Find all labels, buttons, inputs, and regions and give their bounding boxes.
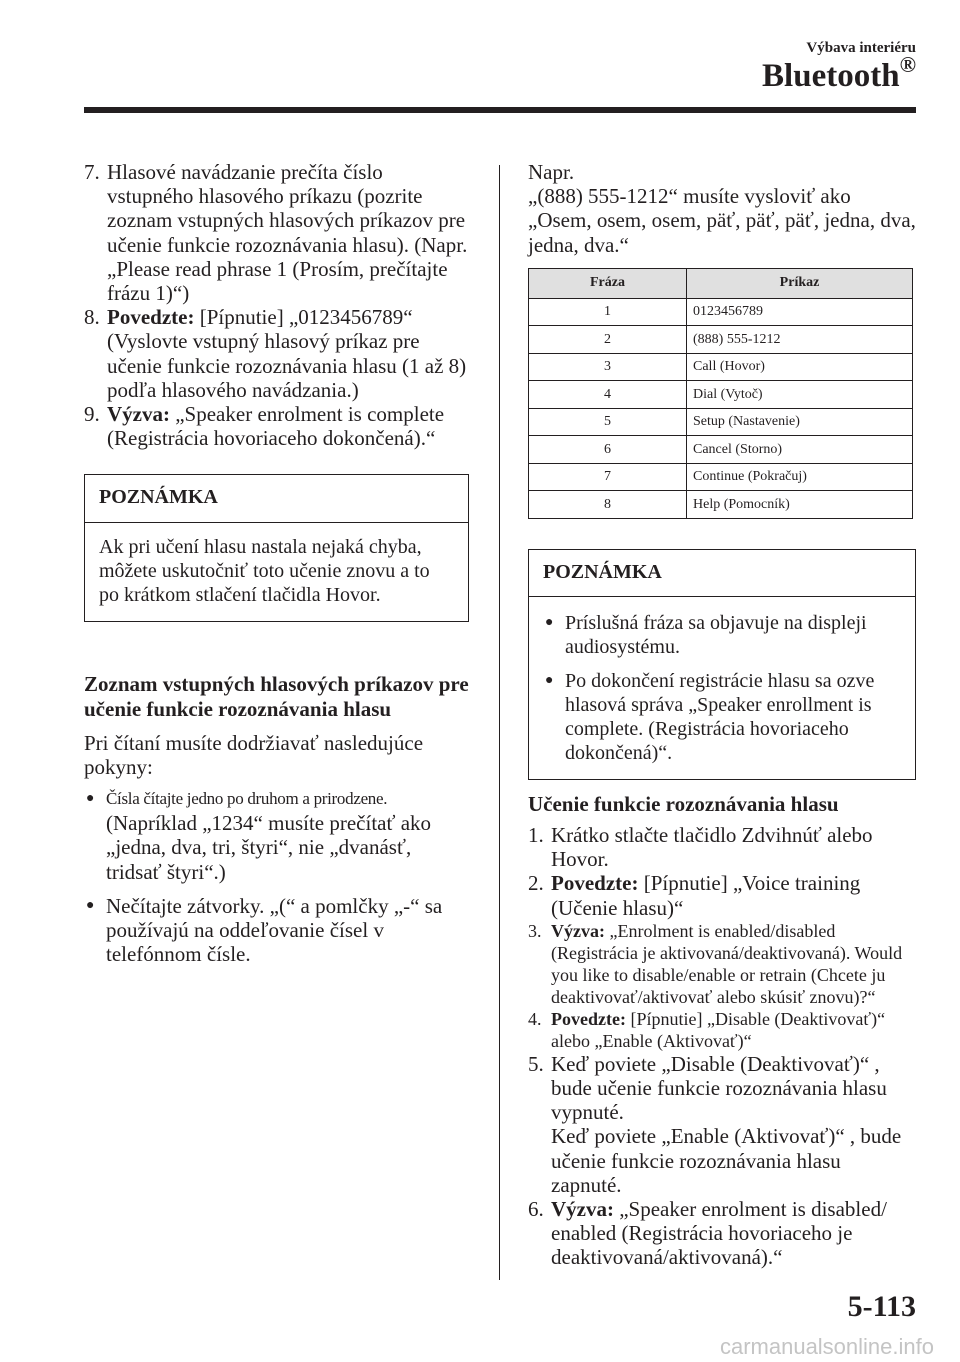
bullet-text-condensed: Čísla čítajte jedno po druhom a prirodzene. (106, 789, 388, 809)
step-keyword: Povedzte: (551, 871, 639, 896)
table-row (529, 298, 913, 326)
training-step-5 (528, 1052, 916, 1125)
table-cell: 2 (529, 326, 687, 354)
step-text: „Speaker enrolment is complete (Registrácia hovoriaceho dokončená).“ (107, 402, 445, 451)
table-cell: 0123456789 (687, 298, 913, 326)
table-cell: 7 (529, 463, 687, 491)
note-heading: POZNÁMKA (529, 550, 915, 597)
note-box (528, 549, 916, 780)
header-title (762, 52, 916, 96)
bullet-icon: ● (545, 673, 554, 689)
table-cell: (888) 555-1212 (687, 326, 913, 354)
column-header-phrase: Fráza (529, 268, 687, 298)
training-step-6 (528, 1197, 916, 1270)
table-row (529, 353, 913, 381)
step-text: Keď poviete „Enable (Aktivovať)“ , bude učenie funkcie rozoznávania hlasu zapnuté. (551, 1124, 902, 1197)
step-8 (84, 305, 469, 402)
bullet-text: Nečítajte zátvorky. „(“ a pomlčky „-“ sa používajú na oddeľovanie čísel v telefónnom čísle. (106, 893, 443, 967)
table-row (529, 326, 913, 354)
step-7 (84, 160, 469, 305)
bullet-text: (Napríklad „1234“ musíte prečítať ako „jedna, dva, tri, štyri“, nie „dvanásť, tridsať štyri“.) (106, 811, 432, 884)
header-section: Výbava interiéru (806, 40, 916, 56)
bullet-icon: ● (545, 615, 554, 631)
table-row (529, 463, 913, 491)
table-row (529, 408, 913, 436)
note-body (529, 597, 915, 779)
step-number: 4. (528, 1008, 542, 1029)
step-keyword: Povedzte: (551, 1008, 626, 1029)
table-cell: Cancel (Storno) (687, 436, 913, 464)
note-bullet (543, 669, 901, 765)
step-text: [Pípnutie] „0123456789“ (Vyslovte vstupný hlasový príkaz pre učenie funkcie rozoznávania hlasu (1 až 8) podľa hlasového navádzania.) (107, 305, 467, 402)
step-number: 6. (528, 1197, 544, 1222)
step-number: 5. (528, 1051, 544, 1076)
table-cell: 3 (529, 353, 687, 381)
note-bullet-text: Príslušná fráza sa objavuje na displeji audiosystému. (565, 612, 867, 659)
table-cell: 8 (529, 491, 687, 519)
table-cell: Call (Hovor) (687, 353, 913, 381)
training-step-5-continued (528, 1124, 916, 1197)
section-heading: Učenie funkcie rozoznávania hlasu (528, 792, 839, 817)
note-bullet (543, 611, 901, 659)
step-number: 2. (528, 871, 544, 896)
table-row (529, 436, 913, 464)
step-text: Keď poviete „Disable (Deaktivovať)“ , bude učenie funkcie rozoznávania hlasu vypnuté. (551, 1051, 887, 1125)
page-number: 5-113 (847, 1290, 916, 1323)
left-column (84, 160, 469, 966)
table-cell: 5 (529, 408, 687, 436)
bullet-icon: ● (86, 897, 95, 913)
table-cell: 4 (529, 381, 687, 409)
bullet-item (84, 787, 469, 884)
header-rule (84, 107, 916, 113)
training-step-2 (528, 871, 916, 919)
training-step-4 (528, 1008, 916, 1052)
step-text: „Enrolment is enabled/disabled (Registrácia je aktivovaná/deaktivovaná). Would you like to disable/enable or retrain (Chcete ju deaktivovať/aktivovať alebo skúsiť znovu)?“ (551, 920, 903, 1007)
bullet-item (84, 894, 469, 967)
step-number: 8. (84, 305, 100, 330)
table-header-row (529, 268, 913, 298)
note-text: Ak pri učení hlasu nastala nejaká chyba, môžete uskutočniť toto učenie znovu a to po krátkom stlačení tlačidla Hovor. (99, 535, 430, 606)
training-step-1 (528, 823, 916, 871)
table-cell: Help (Pomocník) (687, 491, 913, 519)
example-label: Napr. (528, 160, 575, 184)
step-keyword: Povedzte: (107, 305, 195, 330)
table-cell: Continue (Pokračuj) (687, 463, 913, 491)
step-keyword: Výzva: (551, 920, 605, 941)
note-heading: POZNÁMKA (85, 475, 468, 522)
watermark: carmanualsonline.info (719, 1334, 934, 1359)
table-cell: Dial (Vytoč) (687, 381, 913, 409)
table-row (529, 381, 913, 409)
step-number: 1. (528, 823, 544, 848)
note-box (84, 474, 469, 621)
step-number: 9. (84, 402, 100, 427)
table-cell: 6 (529, 436, 687, 464)
column-divider (499, 165, 500, 1280)
training-step-3 (528, 920, 916, 1008)
table-cell: 1 (529, 298, 687, 326)
step-number: 3. (528, 920, 542, 941)
step-keyword: Výzva: (107, 402, 170, 427)
step-text: [Pípnutie] „Voice training (Učenie hlasu)“ (551, 871, 861, 920)
step-text: Hlasové navádzanie prečíta číslo vstupného hlasového príkazu (pozrite zoznam vstupných hlasových príkazov pre učenie funkcie rozoznávania hlasu). (Napr. „Please read phrase 1 (Prosím, prečítajte frázu 1)“) (107, 160, 468, 306)
step-text: „Speaker enrolment is disabled/ enabled (Registrácia hovoriaceho je deaktivovaná/aktivovaná).“ (551, 1197, 887, 1270)
step-text: [Pípnutie] „Disable (Deaktivovať)“ alebo „Enable (Aktivovať)“ (551, 1008, 886, 1051)
right-column (528, 160, 916, 1270)
intro-paragraph: Pri čítaní musíte dodržiavať nasledujúce pokyny: (84, 730, 424, 779)
registered-mark: ® (899, 52, 916, 77)
header-title-text: Bluetooth (762, 58, 900, 94)
step-keyword: Výzva: (551, 1197, 614, 1222)
section-heading: Zoznam vstupných hlasových príkazov pre učenie funkcie rozoznávania hlasu (84, 671, 469, 721)
step-text: Krátko stlačte tlačidlo Zdvihnúť alebo Hovor. (551, 823, 873, 872)
step-9 (84, 402, 469, 450)
example-text: „(888) 555-1212“ musíte vysloviť ako „Osem, osem, osem, päť, päť, päť, jedna, dva, jedna, dva.“ (528, 184, 916, 257)
column-header-command: Príkaz (687, 268, 913, 298)
table-row (529, 491, 913, 519)
step-number: 7. (84, 160, 100, 184)
table-cell: Setup (Nastavenie) (687, 408, 913, 436)
note-bullet-text: Po dokončení registrácie hlasu sa ozve hlasová správa „Speaker enrollment is complete. (Registrácia hovoriaceho dokončená)“. (565, 670, 875, 765)
bullet-icon: ● (86, 791, 95, 807)
phrase-table (528, 268, 913, 519)
